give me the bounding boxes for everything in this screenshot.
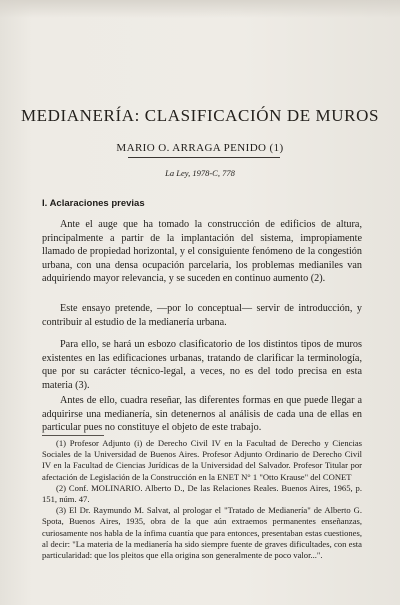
paragraph-3: Para ello, se hará un esbozo clasificatorio de los distintos tipos de muros existentes en las edificaciones urbanas, tratando de clarificar la terminología, que por su carácter técnico-legal, a veces, no es del todo precisa en esta materia (3). [42, 339, 362, 391]
citation: La Ley, 1978-C, 778 [165, 168, 235, 178]
footnote-separator [42, 435, 104, 436]
page-top-edge [0, 0, 400, 18]
footnote-3: (3) El Dr. Raymundo M. Salvat, al prologar el "Tratado de Medianería" de Alberto G. Spota, Buenos Aires, 1935, obra de la que aún extraemos permanentes enseñanzas, curiosamente nos habla de la ínfima cuantía que para entonces, presentaban estas cuestiones, al decir: "La materia de la medianería ha sido siempre fuente de graves dificultades, con esta particularidad: que los pleitos que ella origina son generalmente de poco valor...". [42, 505, 362, 561]
author-underline [128, 157, 280, 158]
paragraph-1: Ante el auge que ha tomado la construcción de edificios de altura, principalmente a partir de la implantación del sistema, impropiamente llamado de propiedad horizontal, y el consiguiente fenómeno de la congestión urbana, con una densa ocupación parcelaria, los problemas medianiles van adquiriendo mayor relevancia, y se suceden en continuo aumento (2). [42, 219, 362, 285]
paragraph-4: Antes de ello, cuadra reseñar, las diferentes formas en que puede llegar a adquirirse una medianería, sin detenernos al análisis de cada una de ellas en particular pues no constituye el objeto de este trabajo. [42, 395, 362, 434]
footnotes [42, 438, 362, 561]
footnote-1: (1) Profesor Adjunto (i) de Derecho Civil IV en la Facultad de Derecho y Ciencias Sociales de la Universidad de Buenos Aires. Profesor Adjunto Ordinario de Derecho Civil IV en la Facultad de Ciencias Jurídicas de la Universidad del Salvador. Profesor Titular por afectación de Legislación de la Construcción en la ENET N° 1 "Otto Krause" del CONET [42, 438, 362, 482]
footnote-2: (2) Conf. MOLINARIO. Alberto D., De las Relaciones Reales. Buenos Aires, 1965, p. 151, núm. 47. [42, 482, 362, 505]
section-heading: I. Aclaraciones previas [42, 198, 145, 209]
author-name: MARIO O. ARRAGA PENIDO (1) [116, 142, 284, 154]
paragraph-2: Este ensayo pretende, —por lo conceptual— servir de introducción, y contribuir al estudio de la medianería urbana. [42, 303, 362, 328]
author-line [0, 142, 400, 154]
article-title: MEDIANERÍA: CLASIFICACIÓN DE MUROS [20, 106, 380, 125]
